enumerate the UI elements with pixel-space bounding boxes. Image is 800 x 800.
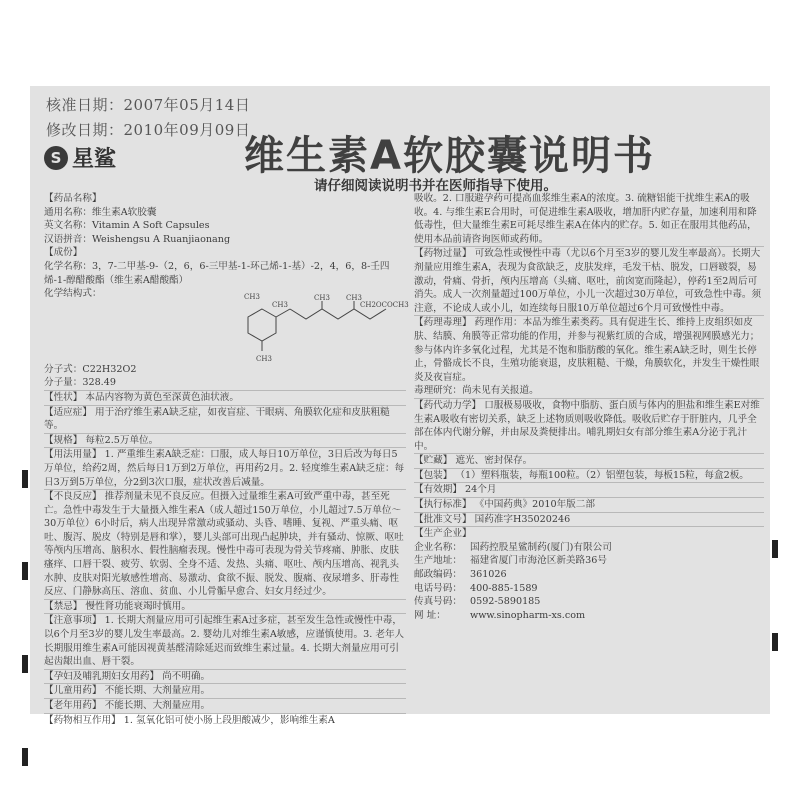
address-value: 福建省厦门市海沧区新美路36号 (470, 555, 607, 567)
section-children: 【儿童用药】 不能长期、大剂量应用。 (44, 683, 406, 698)
postcode-label: 邮政编码： (414, 569, 462, 581)
address-label: 生产地址： (414, 555, 462, 567)
web-label: 网 址： (414, 609, 446, 621)
crop-mark-right-2 (772, 633, 778, 651)
fax-label: 传真号码： (414, 596, 462, 608)
address-row (414, 554, 764, 568)
molecular-weight: 分子量：328.49 (44, 377, 116, 389)
section-elderly: 【老年用药】 不能长期、大剂量应用。 (44, 698, 406, 713)
struct-ch3-b: CH3 (272, 300, 288, 309)
phone-row (414, 582, 764, 596)
struct-ch3-e: CH3 (256, 354, 272, 363)
crop-mark-left-3 (22, 655, 28, 673)
section-interaction: 【药物相互作用】 1. 氢氧化铝可使小肠上段胆酸减少，影响维生素A (44, 713, 406, 728)
section-storage: 【贮藏】 遮光、密封保存。 (414, 453, 764, 468)
struct-ch3-a: CH3 (244, 292, 260, 301)
content-columns (44, 192, 762, 726)
section-pregnancy: 【孕妇及哺乳期妇女用药】 尚不明确。 (44, 669, 406, 684)
company-row (414, 541, 764, 555)
brand-logo (44, 142, 116, 173)
section-overdose: 【药物过量】 可致急性或慢性中毒（尤以6个月至3岁的婴儿发生率最高）。长期大剂量应用维生素A，表现为食欲缺乏，皮肤发痒，毛发干枯、脱发，口唇皲裂，易激动，骨痛、骨折，颅内压增高（头痛、呕吐，前囟宽而隆起），停药1至2周后可消失。成人一次剂量超过100万单位，小儿一次超过30万单位，可致急性中毒。须注意，不论成人或小儿，如连续每日服10万单位超过6个月可致慢性中毒。 (414, 246, 764, 315)
structure-label: 化学结构式： (44, 288, 102, 300)
instruction-sheet (30, 86, 770, 726)
toxicology-note: 毒理研究：尚未见有关报道。 (414, 385, 539, 397)
web-value: www.sinopharm-xs.com (470, 609, 586, 621)
crop-mark-left-4 (22, 748, 28, 766)
english-name: 英文名称：Vitamin A Soft Capsules (44, 220, 210, 232)
section-spec: 【规格】 每粒2.5万单位。 (44, 433, 406, 448)
section-pharmacology: 【药理毒理】 药理作用：本品为维生素类药。具有促进生长、维持上皮组织如皮肤、结膜、角膜等正常功能的作用，并参与视紫红质的合成，增强视网膜感光力；参与体内许多氧化过程，尤其是不饱和脂肪酸的氧化。维生素A缺乏时，则生长停止，骨骼成长不良，生殖功能衰退，皮肤粗糙、干燥，角膜软化，并发生干燥性眼炎及夜盲症。 (414, 315, 764, 384)
interaction-continued: 吸收。2. 口服避孕药可提高血浆维生素A的浓度。3. 硫糖铝能干扰维生素A的吸收。4. 与维生素E合用时，可促进维生素A吸收，增加肝内贮存量，加速利用和降低毒性，但大量维生素E可耗尽维生素A在体内的贮存。5. 如正在服用其他药品，使用本品前请咨询医师或药师。 (414, 193, 757, 245)
section-package: 【包装】 （1）塑料瓶装，每瓶100粒。（2）铝塑包装，每板15粒，每盒2板。 (414, 468, 764, 483)
section-name-title: 【药品名称】 (44, 193, 102, 204)
crop-mark-left-2 (22, 562, 28, 580)
section-adverse: 【不良反应】 推荐剂量未见不良反应。但摄入过量维生素A可致严重中毒，甚至死亡。急性中毒发生于大量摄入维生素A（成人超过150万单位，小儿超过7.5万单位～30万单位）6小时后，病人出现异常激动或骚动、头昏、嗜睡、复视、严重头痛、呕吐、腹泻、脱皮（特别是唇和掌），婴儿头部可出现凸起肿块，并有骚动、惊厥、呕吐等颅内压增高、脑积水、假性脑瘤表现。慢性中毒可表现为骨关节疼痛、肿胀、皮肤瘙痒、口唇干裂、疲劳、软弱、全身不适、发热、头痛、呕吐、颅内压增高、视乳头水肿、皮肤对阳光敏感性增高、易激动、食欲不振、脱发、腹痛、夜尿增多、肝毒性反应、门静脉高压、溶血、贫血、小儿骨骺早愈合、妇女月经过少。 (44, 489, 406, 599)
generic-name: 通用名称：维生素A软胶囊 (44, 206, 157, 218)
struct-ch3-c: CH3 (314, 293, 330, 302)
struct-end-group: CH2OCOCH3 (360, 300, 409, 309)
section-ingredients-title: 【成份】 (44, 247, 83, 259)
fax-row (414, 595, 764, 609)
section-approval-number: 【批准文号】 国药准字H35020246 (414, 512, 764, 527)
document-subtitle: 请仔细阅读说明书并在医师指导下使用。 (314, 178, 557, 194)
revision-date: 修改日期：2010年09月09日 (46, 121, 251, 139)
section-caution: 【注意事项】 1. 长期大剂量应用可引起维生素A过多症，甚至发生急性或慢性中毒，以6个月至3岁的婴儿发生率最高。2. 婴幼儿对维生素A敏感，应谨慎使用。3. 老年人长期服用维生素A可能因视黄基醛清除延迟而致维生素过量。4. 长期大剂量应用可引起齿龈出血、唇干裂。 (44, 615, 405, 668)
crop-mark-right-1 (772, 540, 778, 558)
phone-value: 400-885-1589 (470, 582, 538, 594)
section-contraindication: 【禁忌】 慢性肾功能衰竭时慎用。 (44, 599, 406, 614)
pinyin-name: 汉语拼音：Weishengsu A Ruanjiaonang (44, 233, 231, 245)
company-value: 国药控股星鲨制药(厦门)有限公司 (470, 541, 612, 553)
company-label: 企业名称： (414, 541, 462, 553)
phone-label: 电话号码： (414, 582, 462, 594)
molecular-formula: 分子式：C22H32O2 (44, 363, 137, 375)
logo-icon: S (44, 146, 68, 170)
section-indication: 【适应症】 用于治疗维生素A缺乏症，如夜盲症、干眼病、角膜软化症和皮肤粗糙等。 (44, 405, 406, 433)
document-title: 维生素A软胶囊说明书 (244, 133, 655, 179)
approval-date: 核准日期：2007年05月14日 (46, 96, 251, 114)
fax-value: 0592-5890185 (470, 596, 541, 608)
struct-ch3-d: CH3 (346, 293, 362, 302)
section-standard: 【执行标准】 《中国药典》2010年版二部 (414, 497, 764, 512)
section-manufacturer-title: 【生产企业】 (414, 526, 764, 541)
section-character: 【性状】 本品内容物为黄色至深黄色油状液。 (44, 390, 406, 405)
logo-text: 星鲨 (72, 147, 117, 172)
chemical-name: 化学名称：3，7-二甲基-9-（2，6，6-三甲基-1-环己烯-1-基）-2，4，6，8-壬四烯-1-醇醋酸酯（维生素A醋酸酯） (44, 260, 390, 286)
left-column (44, 192, 409, 726)
postcode-row (414, 568, 764, 582)
section-validity: 【有效期】 24个月 (414, 482, 764, 497)
right-column (414, 192, 764, 710)
postcode-value: 361026 (470, 569, 507, 581)
crop-mark-left-1 (22, 470, 28, 488)
section-usage: 【用法用量】 1. 严重维生素A缺乏症：口服，成人每日10万单位，3日后改为每日5万单位，给药2周，然后每日1万到2万单位，再用药2月。2. 轻度维生素A缺乏症：每日3万到5万单位，分2到3次口服，症状改善后减量。 (44, 449, 405, 488)
web-row (414, 609, 764, 623)
section-pharmacokinetics: 【药代动力学】 口服极易吸收，食物中脂肪、蛋白质与体内的胆盐和维生素E对维生素A吸收有密切关系，缺乏上述物质则吸收降低。吸收后贮存于肝脏内，几乎全部在体内代谢分解，并由尿及粪便排出。哺乳期妇女有部分维生素A分泌于乳汁中。 (414, 398, 764, 453)
